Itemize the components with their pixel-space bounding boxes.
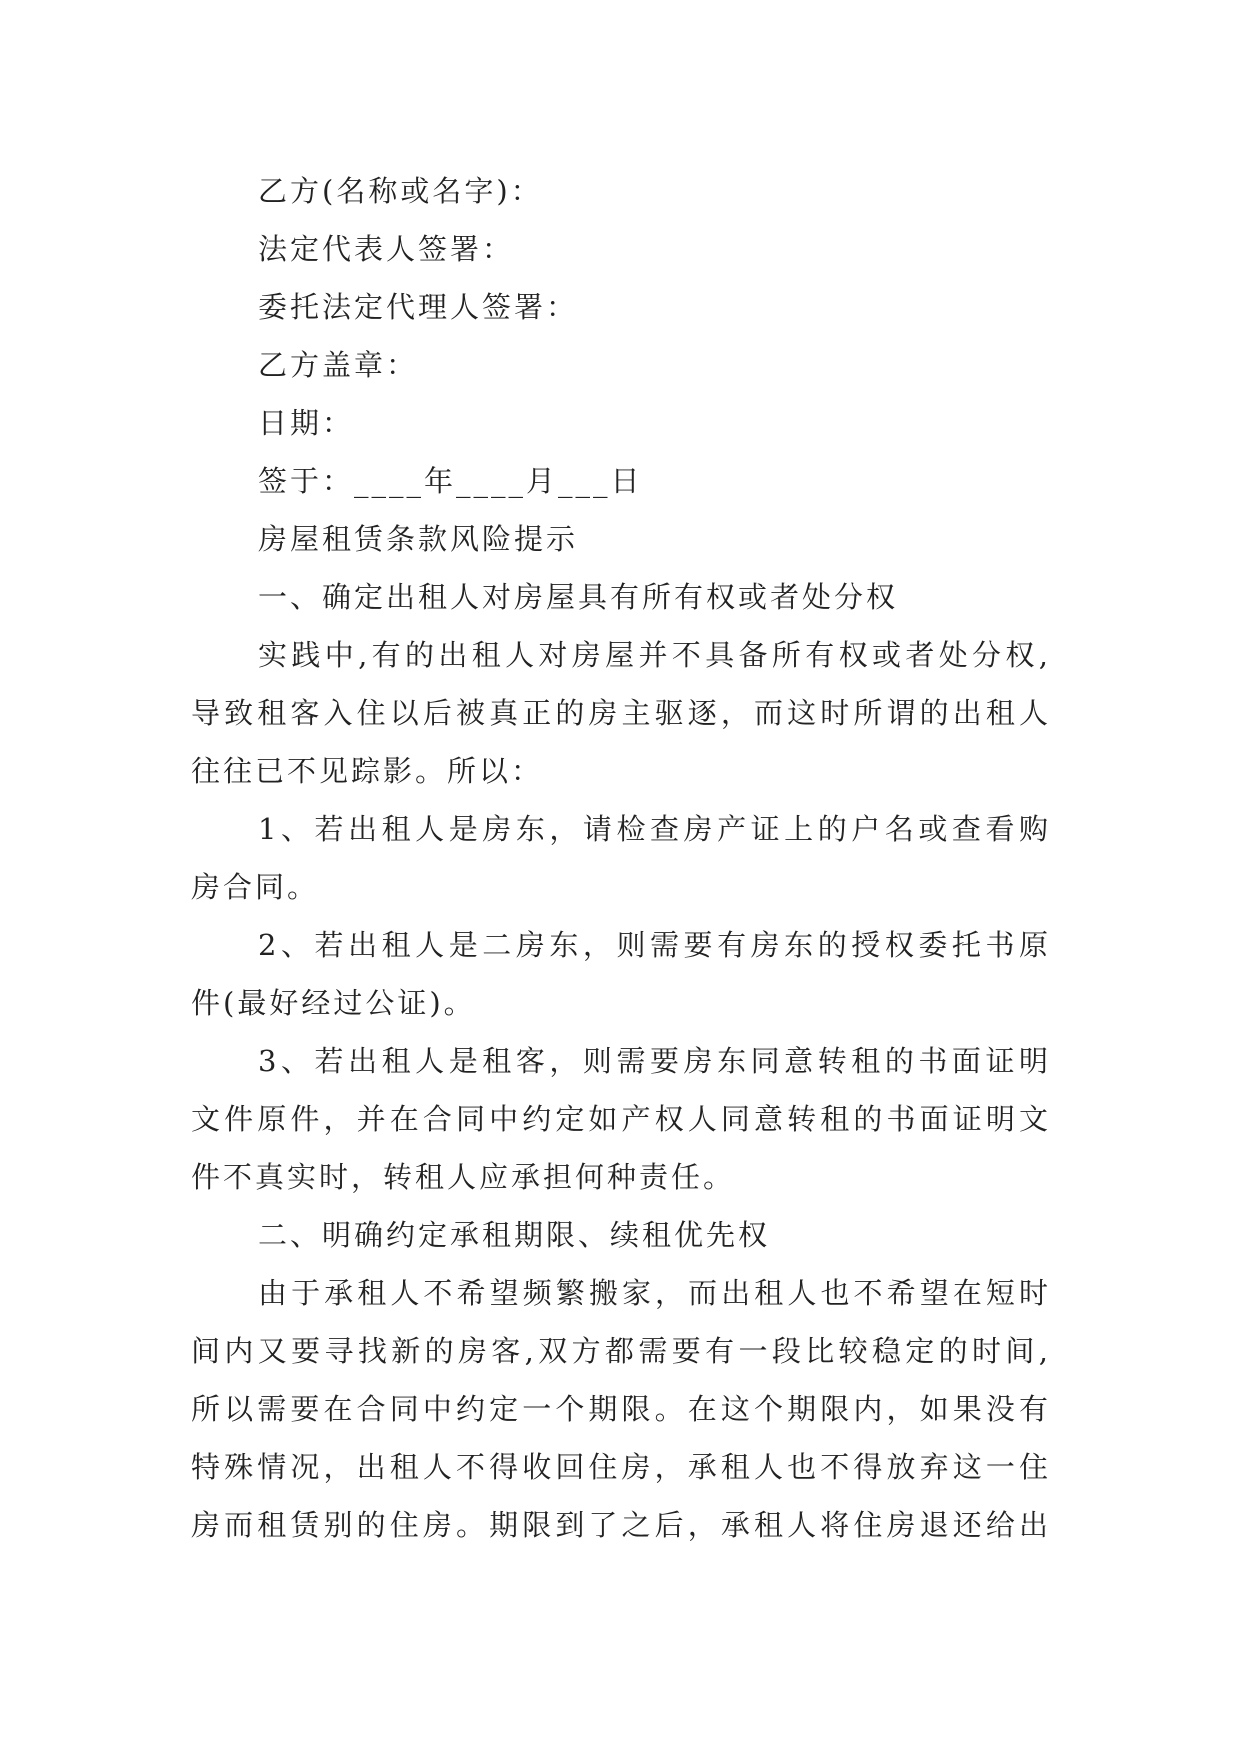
document-body [191, 162, 1051, 1554]
party-b-seal-line: 乙方盖章： [258, 348, 419, 382]
paragraph-line: 往往已不见踪影。所以： [191, 754, 544, 788]
section1-item1-paragraph [191, 800, 1051, 916]
paragraph-line: 件(最好经过公证)。 [191, 986, 476, 1020]
paragraph-line: 特殊情况，出租人不得收回住房，承租人也不得放弃这一住 [191, 1450, 1051, 1484]
paragraph-line: 间内又要寻找新的房客,双方都需要有一段比较稳定的时间, [191, 1334, 1051, 1368]
paragraph-line: 房合同。 [191, 870, 320, 904]
section1-item3-paragraph [191, 1032, 1051, 1206]
paragraph-line: 2、若出租人是二房东，则需要有房东的授权委托书原 [258, 928, 1051, 962]
section1-intro-paragraph [191, 626, 1051, 800]
date-line: 日期： [258, 406, 355, 440]
section1-heading: 一、确定出租人对房屋具有所有权或者处分权 [258, 580, 899, 614]
agent-sign-line: 委托法定代理人签署： [258, 290, 579, 324]
section2-body-paragraph [191, 1264, 1051, 1554]
paragraph-line: 导致租客入住以后被真正的房主驱逐，而这时所谓的出租人 [191, 696, 1051, 730]
legal-rep-sign-line: 法定代表人签署： [258, 232, 515, 266]
paragraph-line: 所以需要在合同中约定一个期限。在这个期限内，如果没有 [191, 1392, 1051, 1426]
paragraph-line: 1、若出租人是房东，请检查房产证上的户名或查看购 [258, 812, 1051, 846]
paragraph-line: 3、若出租人是租客，则需要房东同意转租的书面证明 [258, 1044, 1051, 1078]
signed-at-line: 签于：____年____月___日 [258, 464, 643, 498]
paragraph-line: 文件原件，并在合同中约定如产权人同意转租的书面证明文 [191, 1102, 1051, 1136]
paragraph-line: 由于承租人不希望频繁搬家，而出租人也不希望在短时 [258, 1276, 1051, 1310]
party-b-name-line: 乙方(名称或名字)： [258, 174, 543, 208]
paragraph-line: 实践中,有的出租人对房屋并不具备所有权或者处分权, [258, 638, 1051, 672]
paragraph-line: 件不真实时，转租人应承担何种责任。 [191, 1160, 736, 1194]
section1-item2-paragraph [191, 916, 1051, 1032]
risk-notes-title: 房屋租赁条款风险提示 [258, 522, 579, 556]
paragraph-line: 房而租赁别的住房。期限到了之后，承租人将住房退还给出 [191, 1508, 1051, 1542]
section2-heading: 二、明确约定承租期限、续租优先权 [258, 1218, 771, 1252]
